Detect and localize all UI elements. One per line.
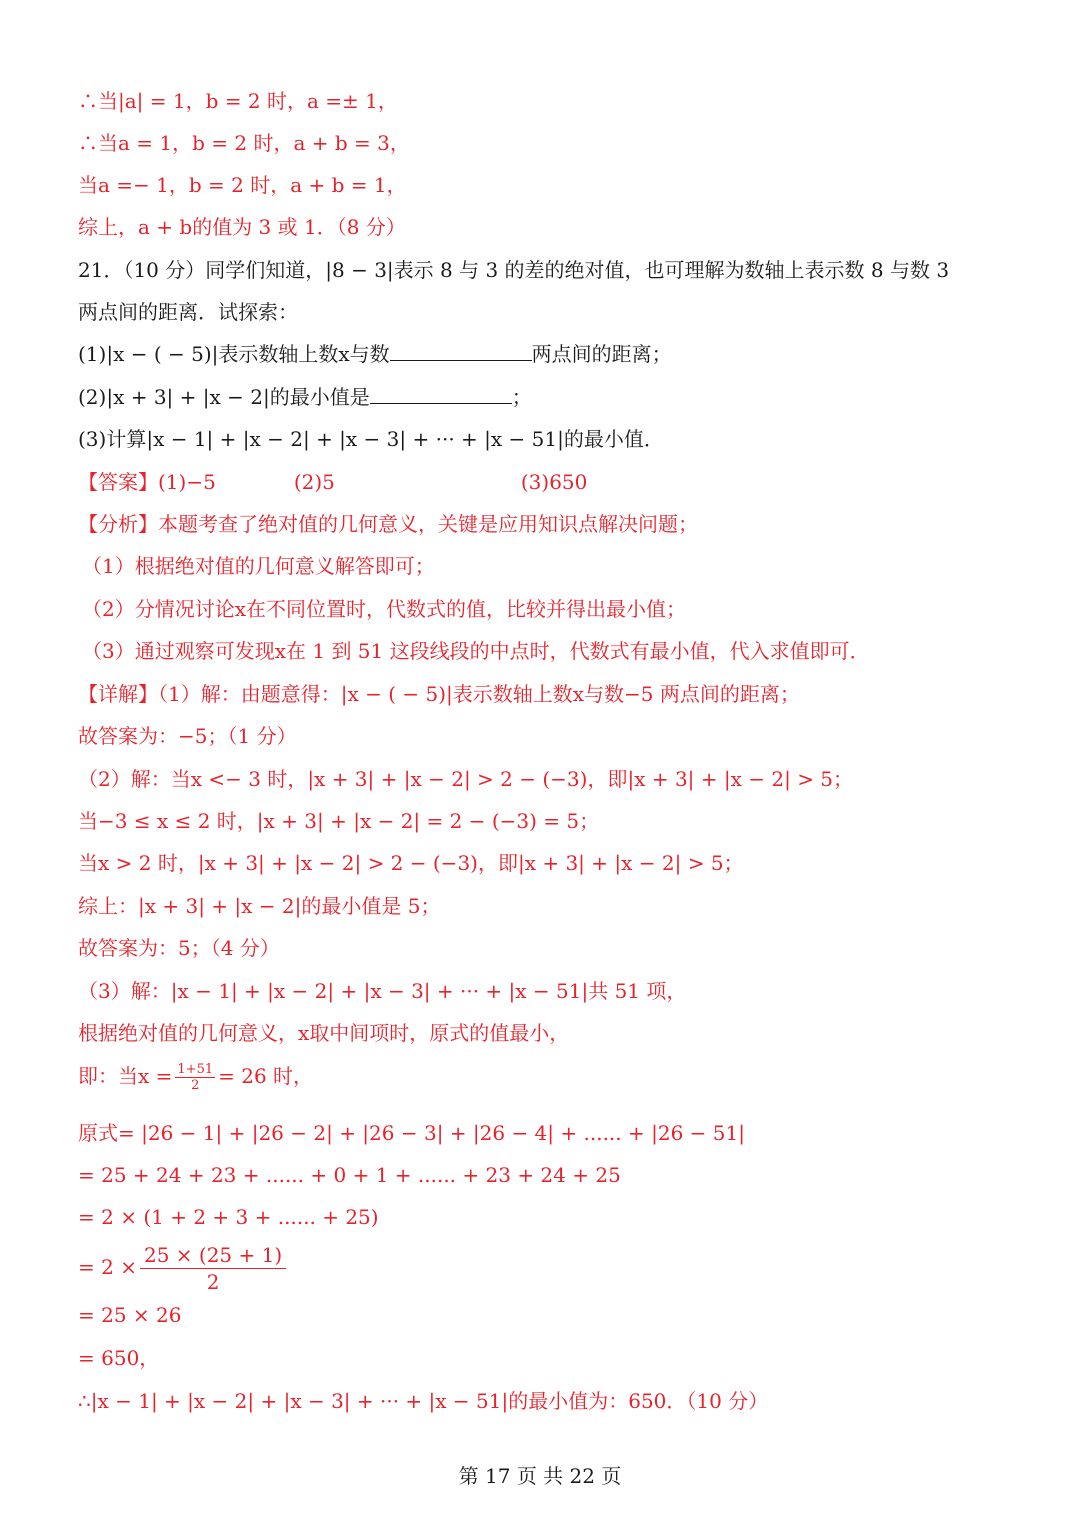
- detail-line: 根据绝对值的几何意义，x取中间项时，原式的值最小，: [78, 1021, 570, 1045]
- fraction-numerator: 25 × (25 + 1): [140, 1242, 286, 1269]
- detail-line-text: = 2 ×: [78, 1255, 137, 1279]
- midpoint-fraction: [175, 1062, 215, 1093]
- detail-line-text: 即：当x =: [78, 1064, 173, 1088]
- analysis-line: （3）通过观察可发现x在 1 到 51 这段线段的中点时，代数式有最小值，代入求值即可．: [82, 639, 870, 663]
- fraction-denominator: 2: [206, 1270, 220, 1294]
- question-part-1-text: (1)|x − ( − 5)|表示数轴上数x与数: [78, 342, 390, 366]
- answer-blank-2: [370, 385, 512, 404]
- detail-line: 【详解】（1）解：由题意得：|x − ( − 5)|表示数轴上数x与数−5 两点间的距离；: [78, 682, 800, 706]
- text-line: 当a =− 1，b = 2 时，a + b = 1，: [78, 173, 407, 197]
- question-title: 21．（10 分）同学们知道，|8 − 3|表示 8 与 3 的差的绝对值，也可理解为数轴上表示数 8 与数 3: [78, 258, 950, 282]
- text-line: 综上，a + b的值为 3 或 1．（8 分）: [78, 215, 406, 239]
- answer-label: 【答案】: [78, 470, 158, 494]
- answer-3: (3)650: [520, 470, 588, 494]
- answer-2: (2)5: [293, 470, 335, 494]
- question-text: 两点间的距离．试探索：: [78, 300, 298, 324]
- analysis-line: （2）分情况讨论x在不同位置时，代数式的值，比较并得出最小值；: [82, 597, 687, 621]
- detail-line: （2）解：当x <− 3 时，|x + 3| + |x − 2| > 2 − (−3)，即|x + 3| + |x − 2| > 5；: [78, 767, 854, 791]
- fraction-numerator: 1+51: [177, 1062, 214, 1077]
- detail-line: = 650，: [78, 1346, 160, 1370]
- detail-line: ∴|x − 1| + |x − 2| + |x − 3| + ··· + |x − 51|的最小值为：650．（10 分）: [78, 1389, 769, 1413]
- answer-1: (1)−5: [158, 470, 216, 494]
- question-part-1-tail: 两点间的距离；: [531, 342, 672, 366]
- sum-fraction: [140, 1242, 286, 1295]
- detail-line-fraction: [78, 1062, 313, 1093]
- question-part-1: [78, 341, 672, 367]
- detail-line: 综上：|x + 3| + |x − 2|的最小值是 5；: [78, 894, 441, 918]
- text-line: ∴当a = 1，b = 2 时，a + b = 3，: [78, 131, 410, 155]
- detail-line: （3）解：|x − 1| + |x − 2| + |x − 3| + ··· + |x − 51|共 51 项，: [78, 979, 687, 1003]
- question-part-2-text: (2)|x + 3| + |x − 2|的最小值是: [78, 385, 370, 409]
- detail-line: = 2 × (1 + 2 + 3 + ...... + 25): [78, 1205, 379, 1229]
- text-line: ∴当|a| = 1，b = 2 时，a =± 1，: [78, 89, 398, 113]
- analysis-line: 【分析】本题考查了绝对值的几何意义，关键是应用知识点解决问题；: [78, 512, 698, 536]
- detail-line: = 25 × 26: [78, 1303, 182, 1327]
- question-part-2: [78, 384, 532, 410]
- detail-line: 故答案为：5；（4 分）: [78, 936, 280, 960]
- fraction-denominator: 2: [191, 1078, 200, 1093]
- detail-line: 当x > 2 时，|x + 3| + |x − 2| > 2 − (−3)，即|x + 3| + |x − 2| > 5；: [78, 851, 744, 875]
- analysis-line: （1）根据绝对值的几何意义解答即可；: [82, 554, 435, 578]
- detail-line-text: = 26 时，: [218, 1064, 314, 1088]
- answer-blank-1: [390, 342, 532, 361]
- detail-line: = 25 + 24 + 23 + ...... + 0 + 1 + ...... + 23 + 24 + 25: [78, 1163, 621, 1187]
- question-part-2-tail: ；: [511, 385, 532, 409]
- page-footer: 第 17 页 共 22 页: [458, 1464, 622, 1488]
- detail-line: 原式= |26 − 1| + |26 − 2| + |26 − 3| + |26 − 4| + ...... + |26 − 51|: [78, 1121, 745, 1145]
- answer-line: [78, 469, 587, 495]
- detail-line: 故答案为：−5；（1 分）: [78, 724, 297, 748]
- detail-line: 当−3 ≤ x ≤ 2 时，|x + 3| + |x − 2| = 2 − (−3) = 5；: [78, 809, 600, 833]
- detail-line-fraction: [78, 1242, 289, 1295]
- question-part-3: (3)计算|x − 1| + |x − 2| + |x − 3| + ··· + |x − 51|的最小值．: [78, 427, 664, 451]
